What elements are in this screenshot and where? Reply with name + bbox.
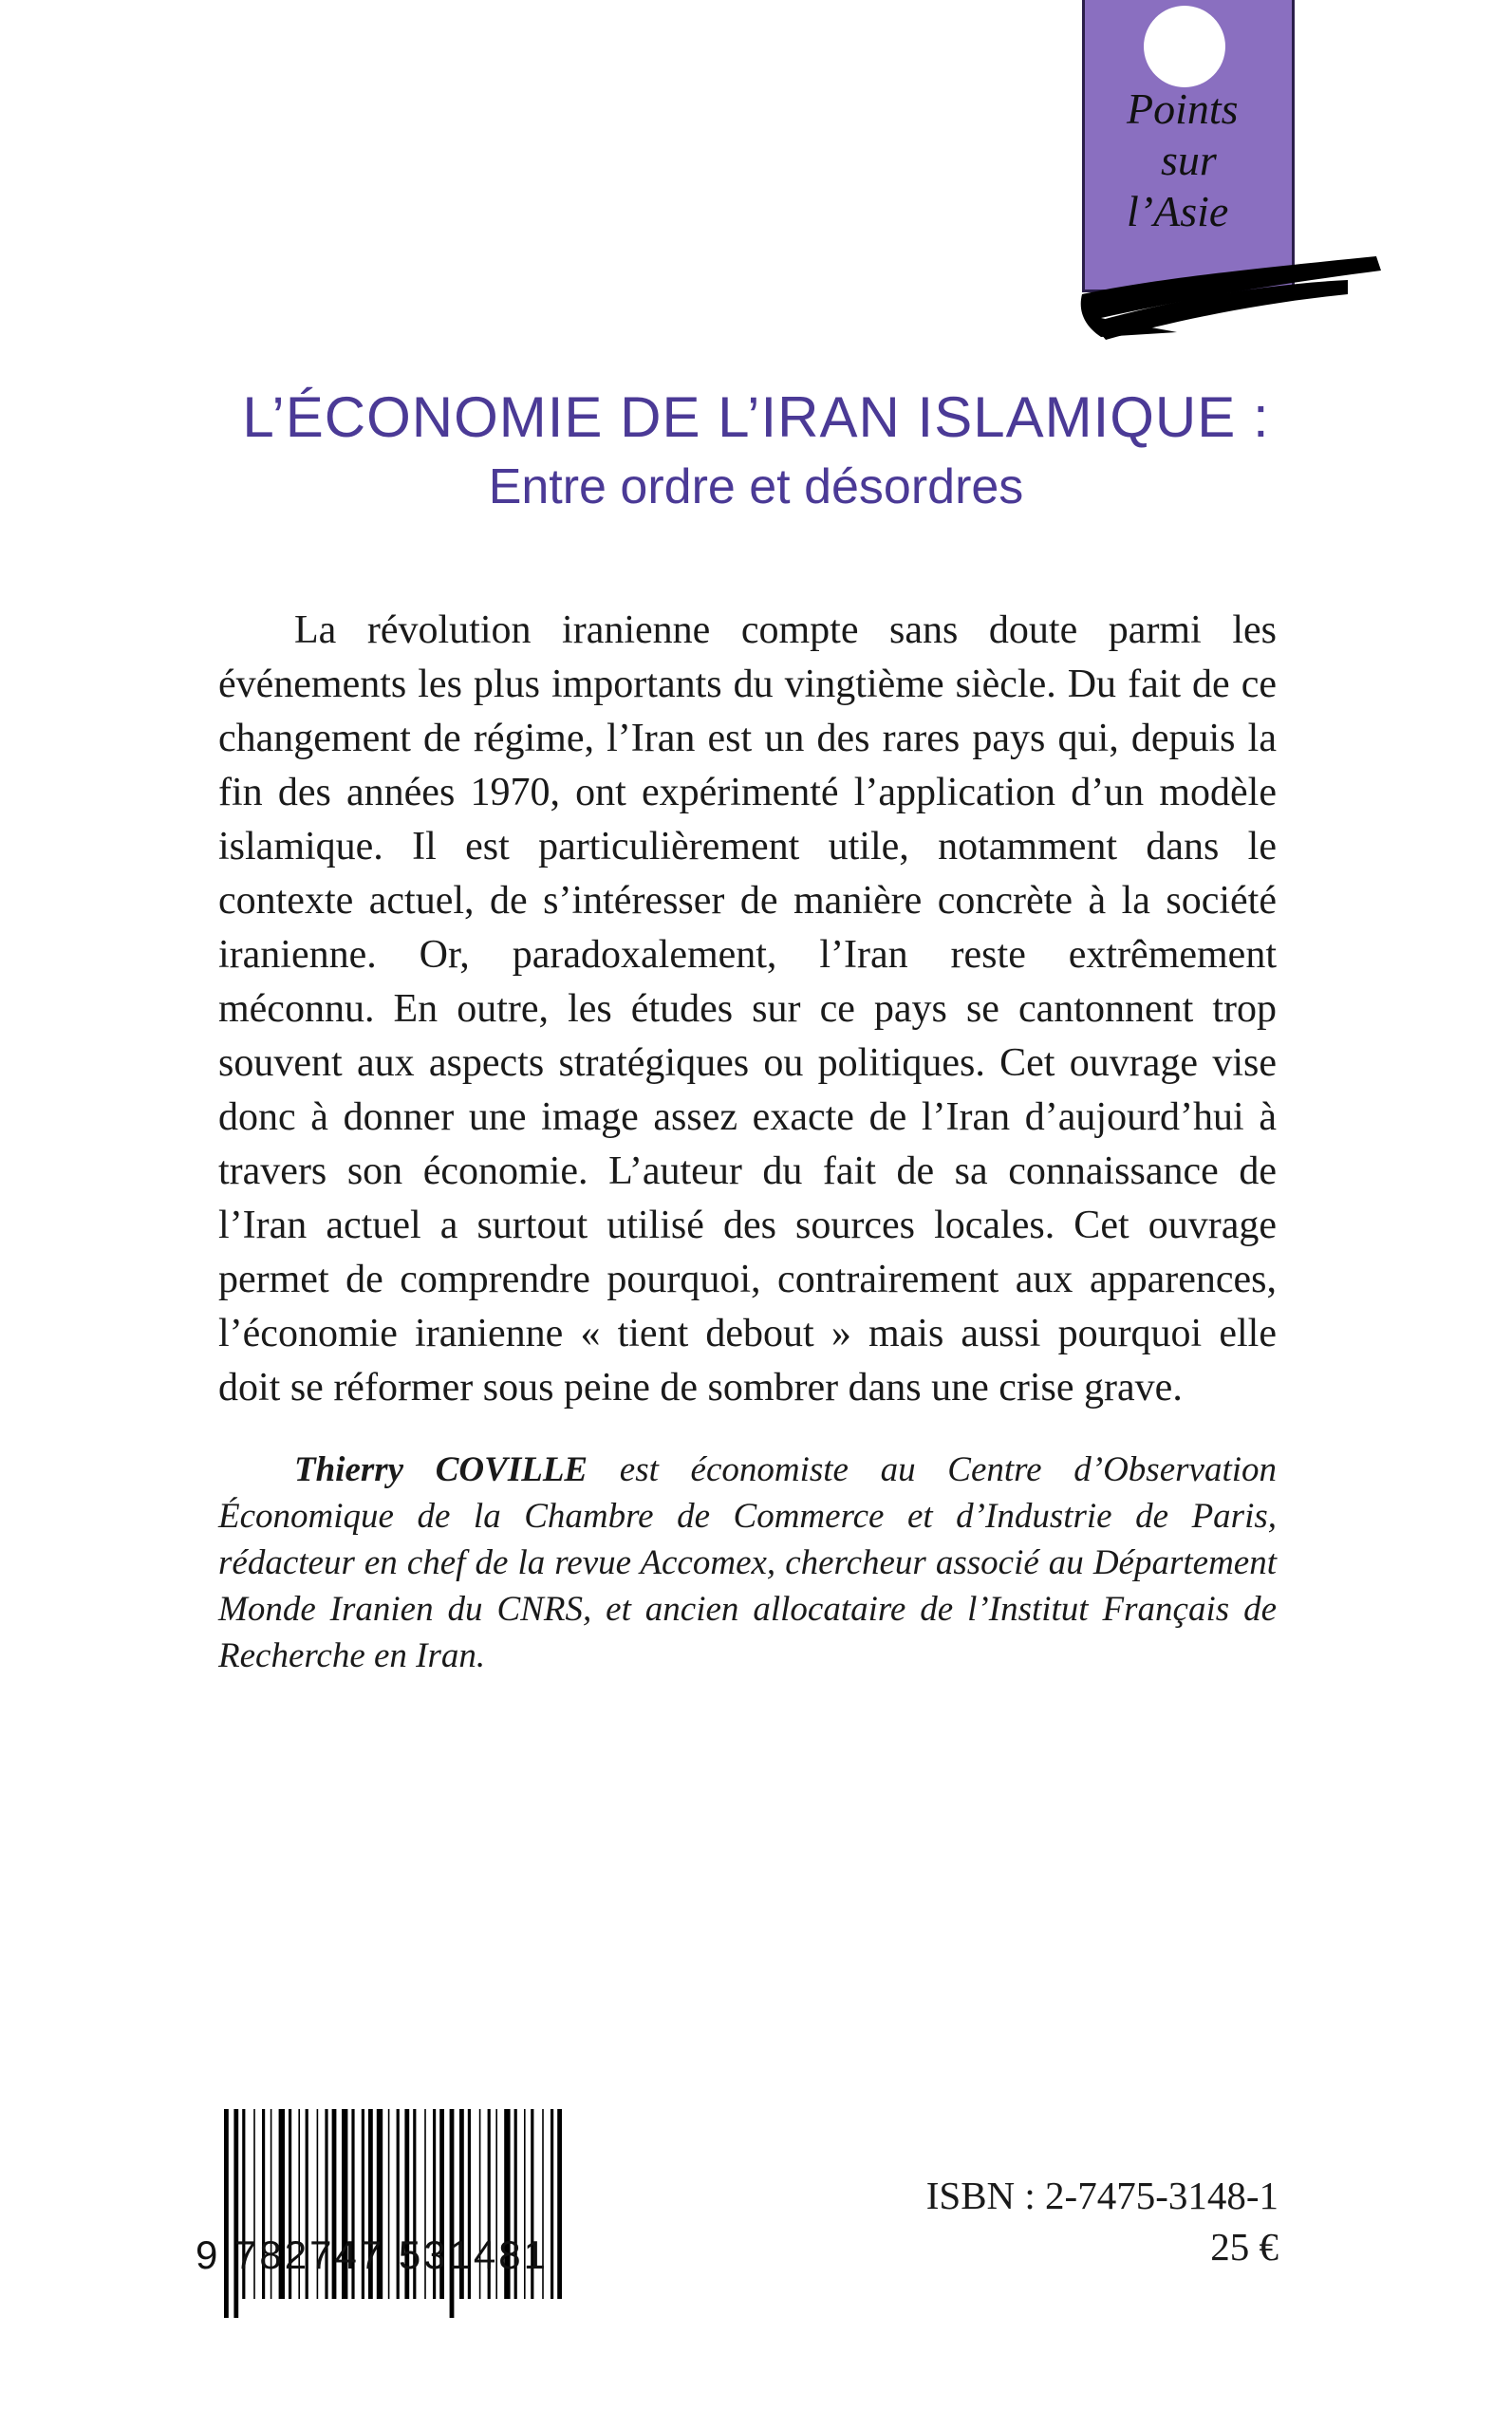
author-bio: est économiste au Centre d’Observation Économique de la Chambre de Commerce et d’Industrie de Paris, rédacteur en chef de la revue Accomex, chercheur associé au Département Monde Iranien du CNRS, et ancien allocataire de l’Institut Français de Recherche en Iran. [218, 1450, 1277, 1675]
series-line-2: sur [1161, 136, 1217, 184]
author-note [218, 1447, 1277, 1679]
series-name [1127, 84, 1239, 237]
price: 25 € [1210, 2225, 1279, 2269]
tag-hole [1144, 6, 1225, 87]
synopsis-text: La révolution iranienne compte sans doute parmi les événements les plus importants du vingtième siècle. Du fait de ce changement de régime, l’Iran est un des rares pays qui, depuis la fin des années 1970, ont expérimenté l’application d’un modèle islamique. Il est particulièrement utile, notamment dans le contexte actuel, de s’intéresser de manière concrète à la société iranienne. Or, paradoxalement, l’Iran reste extrêmement méconnu. En outre, les études sur ce pays se cantonnent trop souvent aux aspects stratégiques ou politiques. Cet ouvrage vise donc à donner une image assez exacte de l’Iran d’aujourd’hui à travers son économie. L’auteur du fait de sa connaissance de l’Iran actuel a surtout utilisé des sources locales. Cet ouvrage permet de comprendre pourquoi, contrairement aux apparences, l’économie iranienne « tient debout » mais aussi pourquoi elle doit se réformer sous peine de sombrer dans une crise grave. [218, 608, 1277, 1410]
title-block [0, 384, 1512, 517]
author-name: Thierry COVILLE [294, 1450, 588, 1489]
book-subtitle: Entre ordre et désordres [488, 459, 1024, 514]
brush-stroke-decoration [1063, 228, 1386, 351]
barcode [196, 2109, 575, 2337]
book-title: L’ÉCONOMIE DE L’IRAN ISLAMIQUE : [242, 385, 1270, 449]
series-line-1: Points [1127, 84, 1239, 133]
barcode-digits: 9 782747 531481 [196, 2232, 549, 2277]
series-line-3: l’Asie [1127, 187, 1229, 235]
isbn-block [926, 2170, 1279, 2272]
isbn-number: ISBN : 2-7475-3148-1 [925, 2174, 1279, 2217]
